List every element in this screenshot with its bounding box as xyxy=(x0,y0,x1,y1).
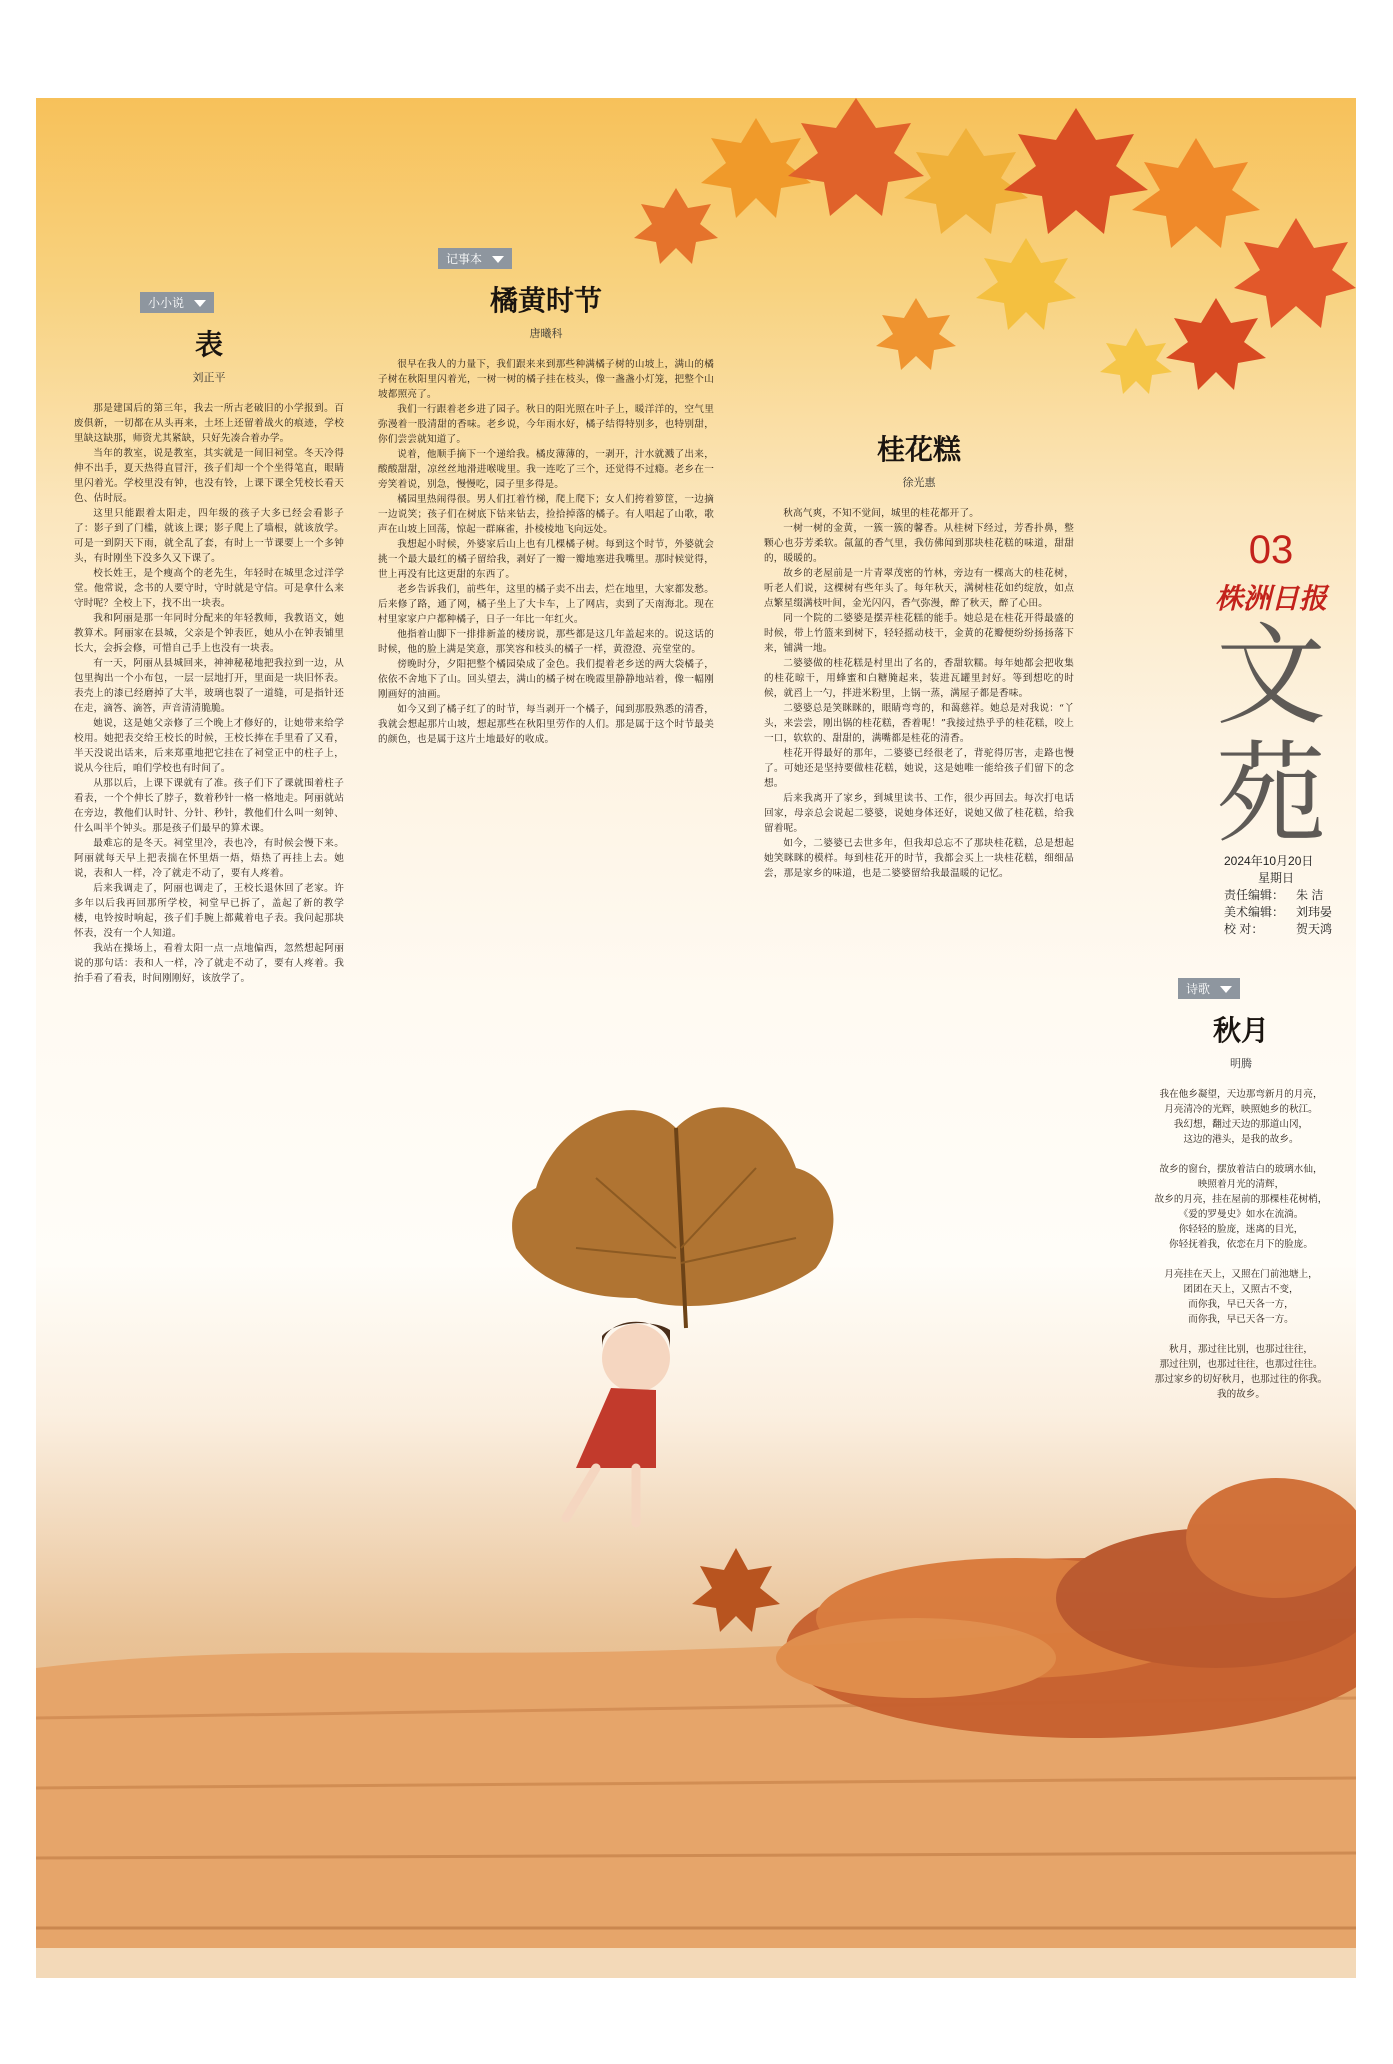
paragraph: 后来我调走了，阿丽也调走了，王校长退休回了老家。许多年以后我再回那所学校，祠堂早已拆了，盖起了新的教学楼，电铃按时响起，孩子们手腕上都戴着电子表。我问起那块怀表，没有一个人知道。 xyxy=(74,883,344,939)
paragraph: 橘园里热闹得很。男人们扛着竹梯，爬上爬下；女人们挎着箩筐，一边摘一边说笑；孩子们在树底下钻来钻去，捡拾掉落的橘子。有人唱起了山歌，歌声在山坡上回荡，惊起一群麻雀，扑棱棱地飞向远处。 xyxy=(378,494,714,535)
paragraph: 二婆婆做的桂花糕是村里出了名的，香甜软糯。每年她都会把收集的桂花晾干，用蜂蜜和白糖腌起来，装进瓦罐里封好。等到想吃的时候，就舀上一勺，拌进米粉里，上锅一蒸，满屋子都是香味。 xyxy=(764,658,1074,699)
poem-line: 而你我，早已天各一方， xyxy=(1188,1299,1294,1310)
publication-info xyxy=(1224,853,1356,938)
poem-line: 你轻轻的脸庞，迷离的目光， xyxy=(1178,1224,1304,1235)
poem-body xyxy=(1136,1087,1346,1402)
dropdown-triangle-icon xyxy=(1220,986,1232,993)
tag-label: 记事本 xyxy=(446,252,483,266)
poem-line: 而你我，早已天各一方。 xyxy=(1188,1314,1294,1325)
art-editor-name: 刘玮晏 xyxy=(1296,905,1333,919)
proof-name: 贺天鸿 xyxy=(1296,922,1333,936)
poem-line: 你轻抚着我，依恋在月下的脸庞。 xyxy=(1169,1239,1313,1250)
article-title: 表 xyxy=(194,328,223,361)
maple-leaves-illustration xyxy=(634,98,1356,394)
proof-label: 校 对： xyxy=(1224,922,1264,936)
paragraph: 这里只能跟着太阳走，四年级的孩子大多已经会看影子了：影子到了门槛，就该上课；影子爬上了墙根，就该放学。可是一到阴天下雨，就全乱了套，有时上一节课要上一个多钟头，有时刚坐下没多久又下课了。 xyxy=(74,508,344,564)
paragraph: 老乡告诉我们，前些年，这里的橘子卖不出去，烂在地里，大家都发愁。后来修了路，通了网，橘子坐上了大卡车，上了网店，卖到了天南海北。现在村里家家户户都种橘子，日子一年比一年红火。 xyxy=(378,584,714,625)
paragraph: 很早在我人的力量下，我们跟来来到那些种满橘子树的山坡上，满山的橘子树在秋阳里闪着光，一树一树的橘子挂在枝头，像一盏盏小灯笼，把整个山坡都照亮了。 xyxy=(378,359,714,400)
article-body xyxy=(764,506,1074,881)
newspaper-page xyxy=(36,98,1356,1978)
poem-line: 团团在天上，又照古不变， xyxy=(1183,1284,1299,1295)
paragraph: 说着，他顺手摘下一个递给我。橘皮薄薄的，一剥开，汁水就溅了出来，酸酸甜甜，凉丝丝地滑进喉咙里。我一连吃了三个，还觉得不过瘾。老乡在一旁笑着说，别急，慢慢吃，园子里多得是。 xyxy=(378,449,714,490)
girl-with-leaf-umbrella-illustration xyxy=(512,1107,833,1523)
paragraph: 我想起小时候，外婆家后山上也有几棵橘子树。每到这个时节，外婆就会挑一个最大最红的橘子留给我，剥好了一瓣一瓣地塞进我嘴里。那时候觉得，世上再没有比这更甜的东西了。 xyxy=(378,539,714,580)
paragraph: 一树一树的金黄，一簇一簇的馨香。从桂树下经过，芳香扑鼻，整颗心也芬芳柔软。氤氲的香气里，我仿佛闻到那块桂花糕的味道，甜甜的，暖暖的。 xyxy=(764,523,1074,564)
paragraph: 如今，二婆婆已去世多年，但我却总忘不了那块桂花糕，总是想起她笑眯眯的模样。每到桂花开的时节，我都会买上一块桂花糕，细细品尝，那是家乡的味道，也是二婆婆留给我最温暖的记忆。 xyxy=(764,838,1074,879)
section-calligraphy-2: 苑 xyxy=(1216,730,1326,858)
art-editor-line xyxy=(1224,904,1356,921)
leaf-pile-illustration xyxy=(776,1478,1356,1738)
paragraph: 他指着山脚下一排排新盖的楼房说，那些都是这几年盖起来的。说这话的时候，他的脸上满是笑意，那笑容和枝头的橘子一样，黄澄澄、亮堂堂的。 xyxy=(378,629,714,655)
editor-line xyxy=(1224,887,1356,904)
art-editor-label: 美术编辑： xyxy=(1224,905,1285,919)
poem-line: 故乡的窗台，摆放着洁白的玻璃水仙， xyxy=(1159,1164,1323,1175)
poem-line: 我幻想，翻过天边的那道山冈， xyxy=(1173,1119,1309,1130)
paragraph: 如今又到了橘子红了的时节，每当剥开一个橘子，闻到那股熟悉的清香，我就会想起那片山坡，想起那些在秋阳里劳作的人们。那是属于这个时节最美的颜色，也是属于这片土地最好的收成。 xyxy=(378,704,714,745)
paragraph: 我们一行跟着老乡进了园子。秋日的阳光照在叶子上，暖洋洋的，空气里弥漫着一股清甜的香味。老乡说，今年雨水好，橘子结得特别多，也特别甜，你们尝尝就知道了。 xyxy=(378,404,714,445)
section-calligraphy-1: 文 xyxy=(1216,612,1326,740)
publication-weekday: 星期日 xyxy=(1258,871,1295,885)
paragraph: 最难忘的是冬天。祠堂里冷，表也冷，有时候会慢下来。阿丽就每天早上把表揣在怀里焐一焐，焐热了再挂上去。她说，表和人一样，冷了就走不动了，要有人疼着。 xyxy=(74,838,344,879)
article-title: 桂花糕 xyxy=(876,433,961,466)
poem-line: 秋月，那过往比别，也那过往往， xyxy=(1169,1344,1313,1355)
issue-number: 03 xyxy=(1248,528,1294,572)
section-tag-poetry xyxy=(1178,978,1240,999)
paragraph: 我和阿丽是那一年同时分配来的年轻教师，我教语文，她教算术。阿丽家在县城，父亲是个钟表匠，她从小在钟表铺里长大，会拆会修，可惜自己手上也没有一块表。 xyxy=(74,613,344,654)
poem-qiuyue xyxy=(1136,978,1346,1402)
poem-title: 秋月 xyxy=(1212,1014,1269,1047)
falling-leaf-illustration xyxy=(692,1548,780,1632)
tag-label: 诗歌 xyxy=(1186,982,1211,996)
article-author: 刘正平 xyxy=(192,372,226,384)
poem-line: 那过往别，也那过往往，也那过往往。 xyxy=(1159,1359,1323,1370)
paragraph: 桂花开得最好的那年，二婆婆已经很老了，背驼得厉害，走路也慢了。可她还是坚持要做桂花糕，她说，这是她唯一能给孩子们留下的念想。 xyxy=(764,748,1074,789)
paragraph: 秋高气爽，不知不觉间，城里的桂花都开了。 xyxy=(783,508,980,519)
paragraph: 后来我离开了家乡，到城里读书、工作，很少再回去。每次打电话回家，母亲总会说起二婆婆，说她身体还好，说她又做了桂花糕，给我留着呢。 xyxy=(764,793,1074,834)
article-juhuang xyxy=(378,248,714,747)
publication-date: 2024年10月20日 xyxy=(1224,854,1314,868)
section-tag-notebook xyxy=(438,248,512,269)
paragraph: 二婆婆总是笑眯眯的，眼睛弯弯的，和蔼慈祥。她总是对我说：“丫头，来尝尝，刚出锅的桂花糕，香着呢！”我接过热乎乎的桂花糕，咬上一口，软软的、甜甜的，满嘴都是桂花的清香。 xyxy=(764,703,1074,744)
proof-line xyxy=(1224,921,1356,938)
poem-line: 《爱的罗曼史》如水在流淌。 xyxy=(1178,1209,1304,1220)
masthead xyxy=(1176,528,1356,938)
paragraph: 她说，这是她父亲修了三个晚上才修好的，让她带来给学校用。她把表交给王校长的时候，王校长捧在手里看了又看，半天没说出话来，后来郑重地把它挂在了祠堂正中的柱子上，说从今往后，咱们学校也有时间了。 xyxy=(74,718,344,774)
poem-line: 我的故乡。 xyxy=(1217,1389,1265,1400)
paragraph: 校长姓王，是个瘦高个的老先生，年轻时在城里念过洋学堂。他常说，念书的人要守时，守时就是守信。可是拿什么来守时呢？全校上下，找不出一块表。 xyxy=(74,568,344,609)
poem-line: 月亮清冷的光辉，映照她乡的秋江。 xyxy=(1164,1104,1318,1115)
poem-line: 映照着月光的清辉， xyxy=(1197,1179,1285,1190)
tag-label: 小小说 xyxy=(148,296,185,310)
paragraph: 有一天，阿丽从县城回来，神神秘秘地把我拉到一边，从包里掏出一个小布包，一层一层地打开，里面是一块旧怀表。表壳上的漆已经磨掉了大半，玻璃也裂了一道缝，可是指针还在走，滴答、滴答，声音清清脆脆。 xyxy=(74,658,344,714)
article-body xyxy=(74,401,344,986)
paragraph: 那是建国后的第三年，我去一所古老破旧的小学报到。百废俱新，一切都在从头再来，土坯上还留着战火的痕迹，学校里缺这缺那，师资尤其紧缺，只好先凑合着办学。 xyxy=(74,403,344,444)
article-guihuagao xyxy=(764,418,1074,881)
paragraph: 同一个院的二婆婆是摆弄桂花糕的能手。她总是在桂花开得最盛的时候，带上竹篮来到树下，轻轻摇动枝干，金黄的花瓣便纷纷扬扬落下来，铺满一地。 xyxy=(764,613,1074,654)
poem-line: 故乡的月亮，挂在屋前的那棵桂花树梢， xyxy=(1154,1194,1328,1205)
poem-line: 那过家乡的切好秋月，也那过往的你我。 xyxy=(1154,1374,1328,1385)
stanza-gap xyxy=(1136,1327,1346,1342)
poem-line: 这边的港头，是我的故乡。 xyxy=(1183,1134,1299,1145)
article-body xyxy=(378,357,714,747)
paragraph: 故乡的老屋前是一片青翠茂密的竹林，旁边有一棵高大的桂花树，听老人们说，这棵树有些年头了。每年秋天，满树桂花如约绽放，如点点繁星缀满枝叶间，金光闪闪，香气弥漫，醉了秋天，醉了心田。 xyxy=(764,568,1074,609)
article-author: 徐光惠 xyxy=(902,477,936,489)
poem-author: 明腾 xyxy=(1230,1058,1252,1070)
paragraph: 傍晚时分，夕阳把整个橘园染成了金色。我们提着老乡送的两大袋橘子，依依不舍地下了山。回头望去，满山的橘子树在晚霞里静静地站着，像一幅刚刚画好的油画。 xyxy=(378,659,714,700)
paragraph: 我站在操场上，看着太阳一点一点地偏西，忽然想起阿丽说的那句话：表和人一样，冷了就走不动了，要有人疼着。我抬手看了看表，时间刚刚好，该放学了。 xyxy=(74,943,344,984)
article-biao xyxy=(74,292,344,986)
article-title: 橘黄时节 xyxy=(489,284,602,317)
dropdown-triangle-icon xyxy=(194,300,206,307)
stanza-gap xyxy=(1136,1252,1346,1267)
dropdown-triangle-icon xyxy=(492,256,504,263)
editor-name: 朱 洁 xyxy=(1296,888,1324,902)
article-author: 唐曦科 xyxy=(529,328,563,340)
paper-logo: 株洲日报 xyxy=(1214,582,1327,615)
section-tag-fiction xyxy=(140,292,214,313)
poem-line: 我在他乡凝望，天边那弯新月的月亮， xyxy=(1159,1089,1323,1100)
poem-line: 月亮挂在天上，又照在门前池塘上， xyxy=(1164,1269,1318,1280)
paragraph: 当年的教室，说是教室，其实就是一间旧祠堂。冬天冷得伸不出手，夏天热得直冒汗，孩子们却一个个坐得笔直，眼睛里闪着光。学校里没有钟，也没有铃，上课下课全凭校长看天色、估时辰。 xyxy=(74,448,344,504)
editor-label: 责任编辑： xyxy=(1224,888,1285,902)
stanza-gap xyxy=(1136,1147,1346,1162)
paragraph: 从那以后，上课下课就有了准。孩子们下了课就围着柱子看表，一个个伸长了脖子，数着秒针一格一格地走。阿丽就站在旁边，教他们认时针、分针、秒针，教他们什么叫一刻钟、什么叫半个钟头。那是孩子们最早的算术课。 xyxy=(74,778,344,834)
